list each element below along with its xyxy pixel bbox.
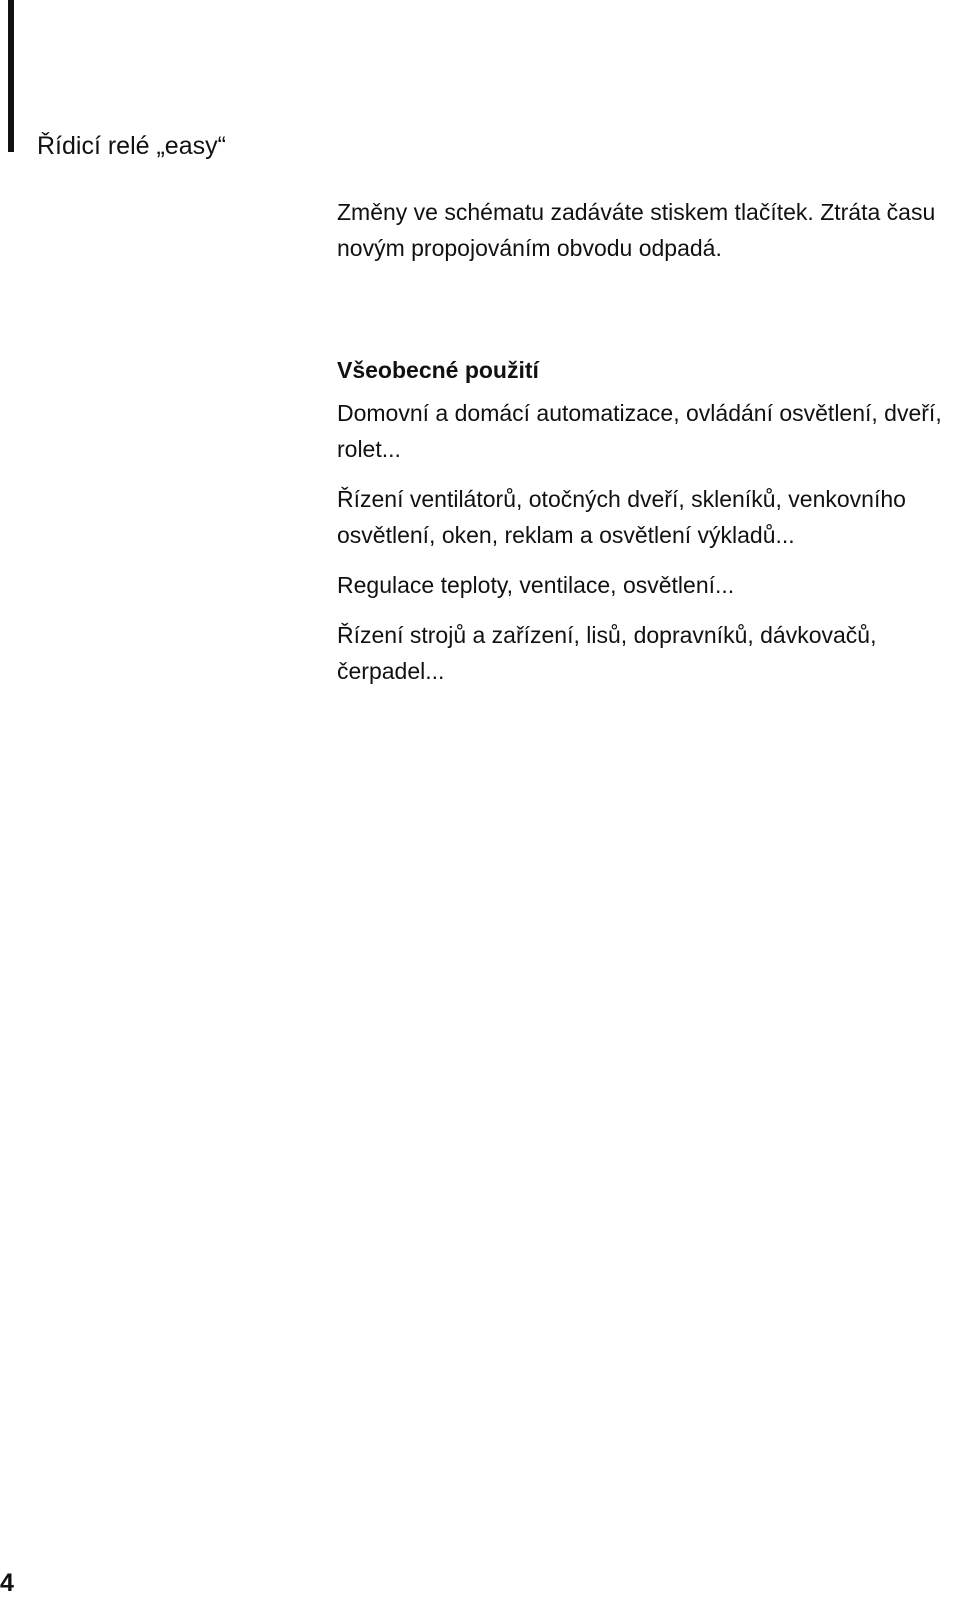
- page-edge-bar: [8, 0, 14, 152]
- running-title: Řídicí relé „easy“: [37, 132, 226, 160]
- usage-paragraph-machines: Řízení strojů a zařízení, lisů, dopravníků, dávkovačů, čerpadel...: [337, 622, 877, 684]
- intro-paragraph: Změny ve schématu zadáváte stiskem tlačítek. Ztráta času novým propojováním obvodu odpadá.: [337, 199, 936, 261]
- usage-paragraph-control: Řízení ventilátorů, otočných dveří, skleníků, venkovního osvětlení, oken, reklam a osvětlení výkladů...: [337, 486, 906, 548]
- page-number: 4: [0, 1569, 14, 1597]
- page-content: [337, 194, 947, 689]
- section-title: Všeobecné použití: [337, 357, 539, 383]
- usage-paragraph-regulation: Regulace teploty, ventilace, osvětlení...: [337, 572, 735, 598]
- usage-paragraph-home-automation: Domovní a domácí automatizace, ovládání osvětlení, dveří, rolet...: [337, 400, 942, 462]
